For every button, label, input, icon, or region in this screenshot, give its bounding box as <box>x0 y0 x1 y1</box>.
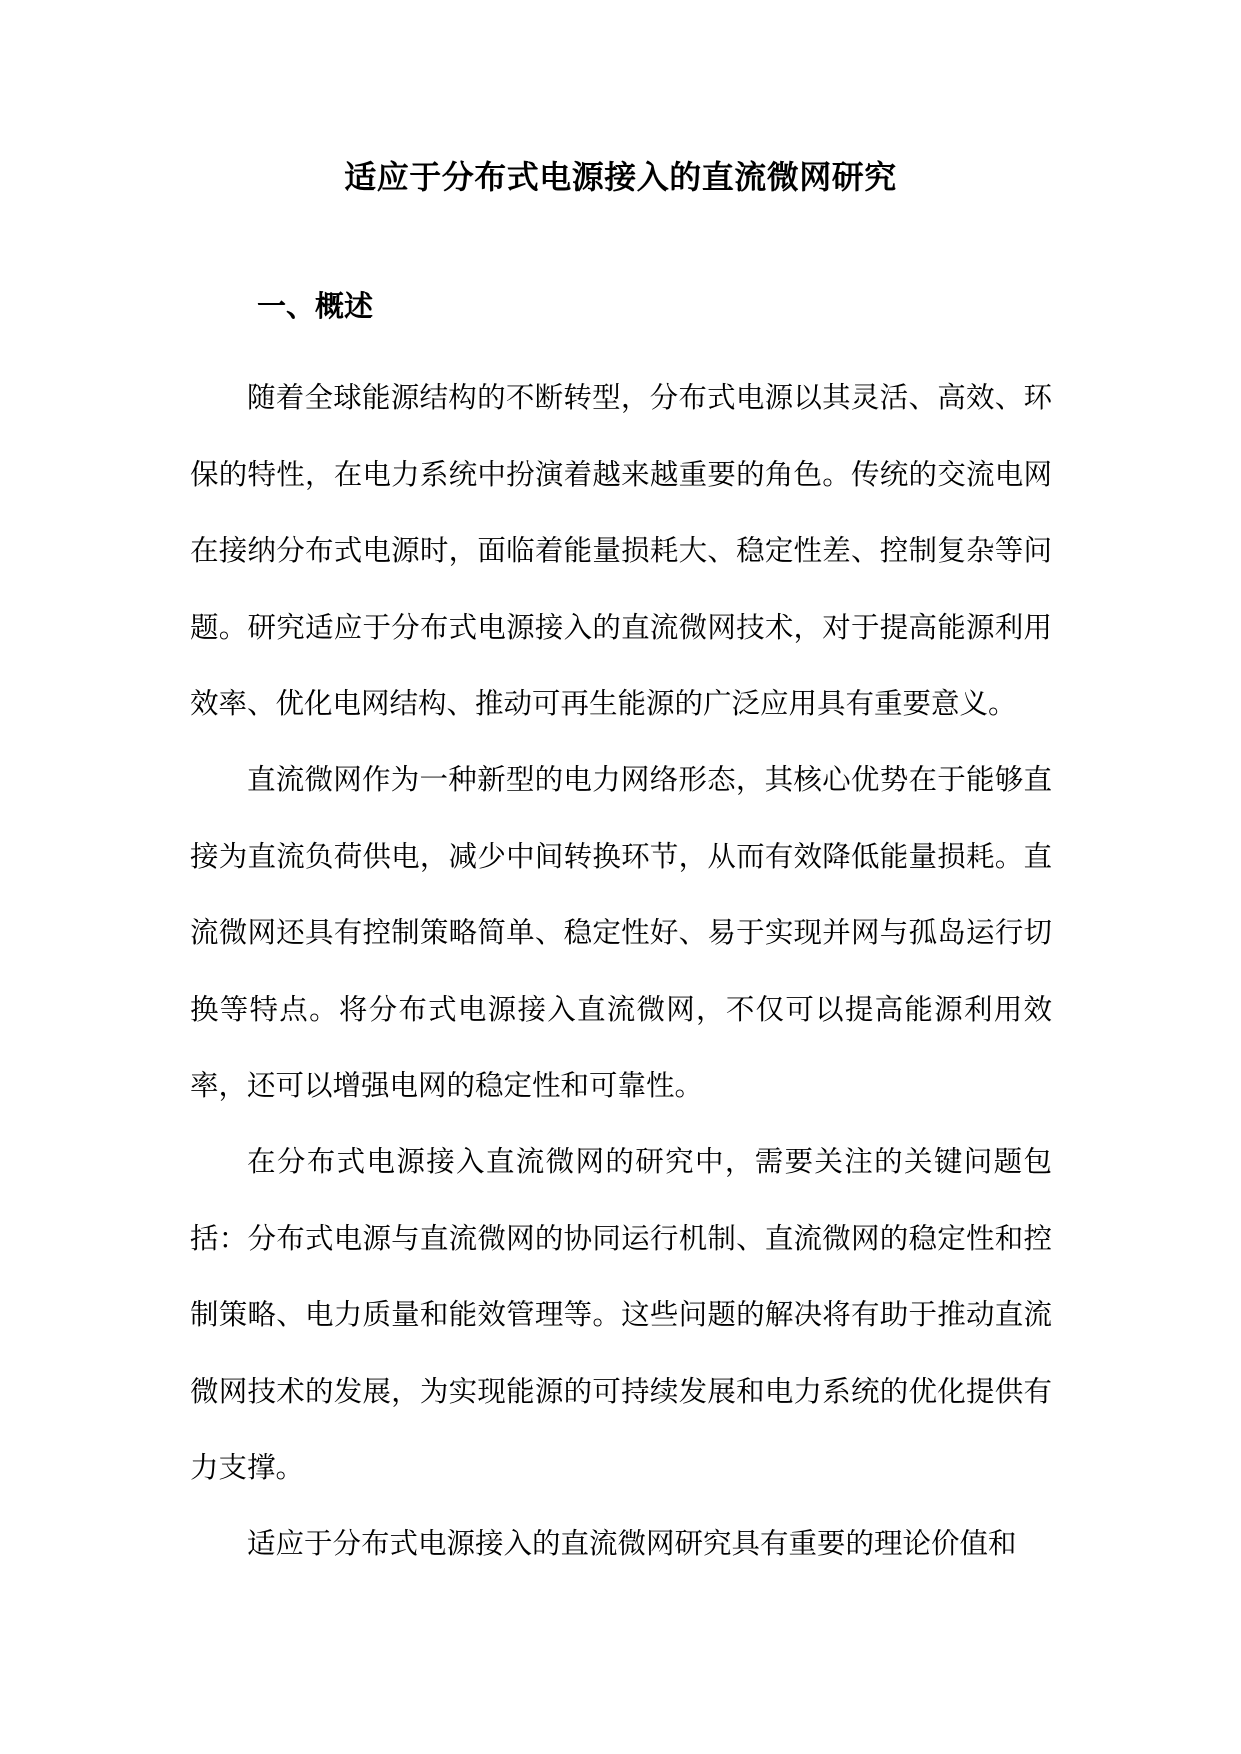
paragraph: 随着全球能源结构的不断转型，分布式电源以其灵活、高效、环保的特性，在电力系统中扮演着越来越重要的角色。传统的交流电网在接纳分布式电源时，面临着能量损耗大、稳定性差、控制复杂等问题。研究适应于分布式电源接入的直流微网技术，对于提高能源利用效率、优化电网结构、推动可再生能源的广泛应用具有重要意义。 <box>190 381 1052 720</box>
paragraph: 在分布式电源接入直流微网的研究中，需要关注的关键问题包括：分布式电源与直流微网的协同运行机制、直流微网的稳定性和控制策略、电力质量和能效管理等。这些问题的解决将有助于推动直流微网技术的发展，为实现能源的可持续发展和电力系统的优化提供有力支撑。 <box>190 1145 1052 1484</box>
paragraph: 适应于分布式电源接入的直流微网研究具有重要的理论价值和 <box>247 1527 1017 1560</box>
document-title: 适应于分布式电源接入的直流微网研究 <box>344 158 897 196</box>
section-heading: 一、概述 <box>257 289 374 323</box>
paragraph: 直流微网作为一种新型的电力网络形态，其核心优势在于能够直接为直流负荷供电，减少中间转换环节，从而有效降低能量损耗。直流微网还具有控制策略简单、稳定性好、易于实现并网与孤岛运行切换等特点。将分布式电源接入直流微网，不仅可以提高能源利用效率，还可以增强电网的稳定性和可靠性。 <box>190 763 1052 1102</box>
